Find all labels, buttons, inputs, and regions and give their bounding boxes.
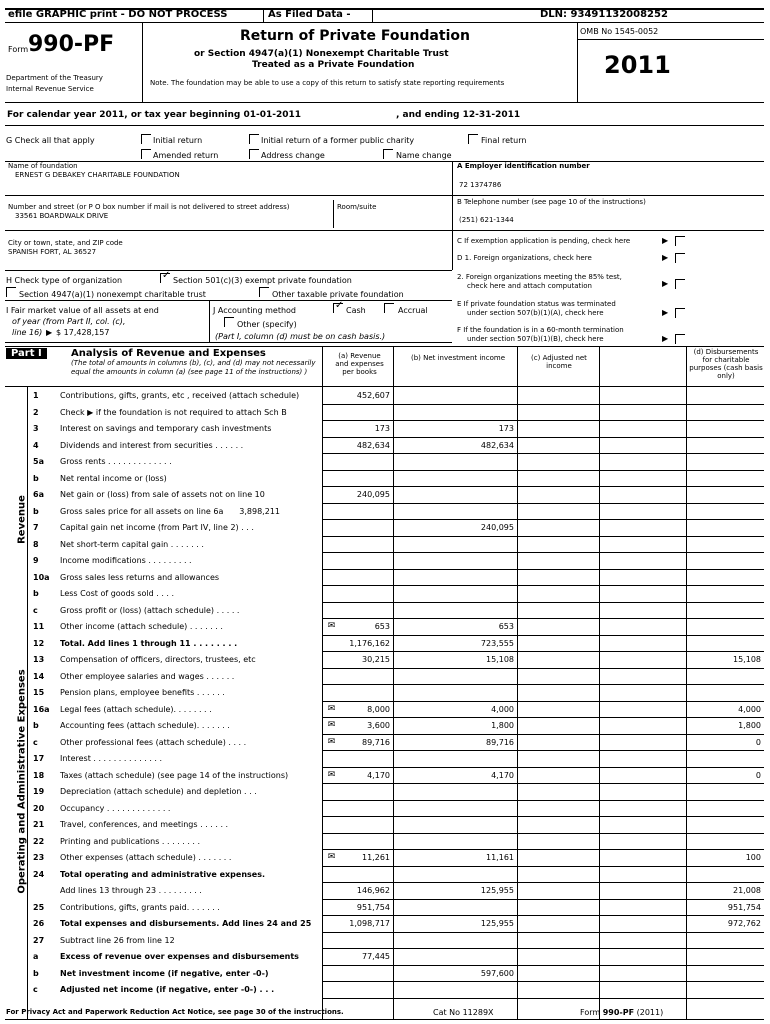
line-description: Accounting fees (attach schedule). . . . . . . xyxy=(60,721,230,730)
arrow-icon: ▶ xyxy=(662,334,669,343)
name-change-label: Name change xyxy=(396,151,452,160)
line-value-col-b: 11,161 xyxy=(486,853,514,862)
line-value-col-b: 4,000 xyxy=(491,704,514,714)
arrow-icon: ▶ xyxy=(662,308,669,317)
line-description: Total. Add lines 1 through 11 . . . . . . . . xyxy=(60,638,238,648)
line-value-col-b: 4,170 xyxy=(491,770,514,780)
line-value-col-b: 15,108 xyxy=(486,655,514,664)
initial-former-checkbox[interactable] xyxy=(249,134,259,144)
line-number: 8 xyxy=(33,539,39,549)
tax-year: 2011 xyxy=(604,51,671,79)
omb-number: OMB No 1545-0052 xyxy=(580,27,659,36)
line-number: 1 xyxy=(33,391,39,400)
line-value-col-a: 951,754 xyxy=(356,902,390,912)
line-description: Excess of revenue over expenses and disbursements xyxy=(60,952,299,961)
line-value-col-b: 597,600 xyxy=(480,968,514,978)
dln: DLN: 93491132008252 xyxy=(540,9,668,20)
amended-return-checkbox[interactable] xyxy=(141,149,151,159)
amended-return-label: Amended return xyxy=(153,151,219,160)
line-description: Net gain or (loss) from sale of assets not on line 10 xyxy=(60,490,265,499)
row-divider xyxy=(322,668,764,669)
line-value-col-a: 8,000 xyxy=(367,704,390,714)
line-value-col-d: 0 xyxy=(755,737,761,747)
ein-value: 72 1374786 xyxy=(459,181,502,189)
row-divider xyxy=(322,915,764,916)
line-number: a xyxy=(33,952,39,961)
line-description: Interest on savings and temporary cash investments xyxy=(60,424,272,433)
cash-basis-note: (Part I, column (d) must be on cash basis.) xyxy=(215,332,386,341)
line-number: 25 xyxy=(33,902,45,912)
row-divider xyxy=(322,816,764,817)
row-divider xyxy=(322,833,764,834)
part1-badge: Part I xyxy=(6,348,47,359)
line-number: b xyxy=(33,506,39,516)
arrow-icon: ▶ xyxy=(662,279,669,288)
line-number: c xyxy=(33,985,38,994)
line-value-col-a: 653 xyxy=(374,622,390,631)
section-4947-checkbox[interactable] xyxy=(6,287,16,297)
line-number: b xyxy=(33,589,39,598)
line-number: 21 xyxy=(33,820,45,829)
row-divider xyxy=(322,783,764,784)
efile-banner: efile GRAPHIC print - DO NOT PROCESS xyxy=(8,9,228,20)
final-return-checkbox[interactable] xyxy=(468,134,478,144)
name-change-checkbox[interactable] xyxy=(383,149,393,159)
line-value-col-a: 173 xyxy=(374,424,390,433)
dept-line-1: Department of the Treasury xyxy=(6,74,103,82)
section-501c3-checkbox[interactable] xyxy=(160,273,170,283)
row-divider xyxy=(322,998,764,999)
dept-line-2: Internal Revenue Service xyxy=(6,85,94,93)
city-value: SPANISH FORT, AL 36527 xyxy=(8,248,97,256)
line-description: Contributions, gifts, grants paid. . . . . . . xyxy=(60,902,220,912)
row-divider xyxy=(322,866,764,867)
line-number: 12 xyxy=(33,638,45,648)
row-divider xyxy=(322,750,764,751)
line-number: 26 xyxy=(33,919,45,928)
row-divider xyxy=(322,519,764,520)
address-change-checkbox[interactable] xyxy=(249,149,259,159)
line-value-col-a: 146,962 xyxy=(356,886,390,895)
col-a-header: (a) Revenue and expenses per books xyxy=(335,352,384,376)
ein-label: A Employer identification number xyxy=(457,162,590,170)
f-text-1: F If the foundation is in a 60-month termination xyxy=(457,326,624,334)
line-description: Subtract line 26 from line 12 xyxy=(60,935,175,945)
line-description: Net short-term capital gain . . . . . . . xyxy=(60,539,204,549)
f-checkbox[interactable] xyxy=(675,334,685,344)
form-prefix: Form xyxy=(8,45,29,54)
line-description: Check ▶ if the foundation is not required to attach Sch B xyxy=(60,407,287,417)
row-divider xyxy=(322,734,764,735)
line-number: 15 xyxy=(33,688,45,697)
e-checkbox[interactable] xyxy=(675,308,685,318)
line-description: Interest . . . . . . . . . . . . . . xyxy=(60,754,163,763)
row-divider xyxy=(322,800,764,801)
line-value-col-b: 173 xyxy=(498,424,514,433)
line-number: c xyxy=(33,737,38,747)
row-divider xyxy=(322,437,764,438)
line-value-col-b: 1,800 xyxy=(491,721,514,730)
line-value-col-d: 100 xyxy=(745,853,761,862)
row-divider xyxy=(322,420,764,421)
line-number: 10a xyxy=(33,572,50,582)
line-value-col-b: 125,955 xyxy=(480,919,514,928)
line-value-col-b: 240,095 xyxy=(480,523,514,532)
line-number: b xyxy=(33,721,39,730)
privacy-notice: For Privacy Act and Paperwork Reduction Act Notice, see page 30 of the instructions. xyxy=(6,1008,344,1016)
line-number: 4 xyxy=(33,440,39,450)
street-label: Number and street (or P O box number if mail is not delivered to street address) xyxy=(8,203,290,211)
other-taxable-checkbox[interactable] xyxy=(259,287,269,297)
i-label-2: of year (from Part II, col. (c), xyxy=(12,317,126,326)
e-text-1: E If private foundation status was terminated xyxy=(457,300,616,308)
line-description: Gross profit or (loss) (attach schedule) . . . . . xyxy=(60,605,240,615)
d2-text-2: check here and attach computation xyxy=(467,282,592,290)
row-divider xyxy=(322,849,764,850)
attachment-icon[interactable]: ✉ xyxy=(327,736,336,747)
line-value-col-d: 4,000 xyxy=(738,704,761,714)
line-description: Legal fees (attach schedule). . . . . . . . xyxy=(60,704,212,714)
row-divider xyxy=(322,635,764,636)
line-description: Income modifications . . . . . . . . . xyxy=(60,556,192,565)
row-divider xyxy=(322,470,764,471)
line-description: Other employee salaries and wages . . . . . . xyxy=(60,671,235,681)
row-divider xyxy=(322,932,764,933)
row-divider xyxy=(322,404,764,405)
line-value-col-a: 240,095 xyxy=(356,490,390,499)
fmv-value: $ 17,428,157 xyxy=(56,328,110,337)
line-description: Other expenses (attach schedule) . . . . . . . xyxy=(60,853,232,862)
row-divider xyxy=(322,684,764,685)
address-change-label: Address change xyxy=(261,151,325,160)
line-description: Add lines 13 through 23 . . . . . . . . . xyxy=(60,886,202,895)
line-description: Adjusted net income (if negative, enter -0-) . . . xyxy=(60,985,275,994)
accrual-checkbox[interactable] xyxy=(384,303,394,313)
line-number: 24 xyxy=(33,869,45,879)
line-number: 23 xyxy=(33,853,45,862)
line-description: Other income (attach schedule) . . . . . . . xyxy=(60,622,223,631)
line-number: 6a xyxy=(33,490,44,499)
row-divider xyxy=(322,453,764,454)
city-label: City or town, state, and ZIP code xyxy=(8,239,123,247)
footer-form-label: Form 990-PF (2011) xyxy=(580,1008,664,1017)
arrow-icon: ▶ xyxy=(662,253,669,262)
part1-title-note: (The total of amounts in columns (b), (c), and (d) may not necessarily equal the amounts in column (a) (see page 11 of the instructions) ) xyxy=(71,359,316,376)
line-description: Capital gain net income (from Part IV, line 2) . . . xyxy=(60,523,254,532)
initial-return-checkbox[interactable] xyxy=(141,134,151,144)
line-description: Gross sales less returns and allowances xyxy=(60,572,220,582)
line-number: 22 xyxy=(33,836,45,846)
line-value-col-b: 723,555 xyxy=(480,638,514,648)
line-number: 11 xyxy=(33,622,45,631)
foundation-name-label: Name of foundation xyxy=(8,162,78,170)
line-number: c xyxy=(33,605,38,615)
phone-label: B Telephone number (see page 10 of the instructions) xyxy=(457,198,646,206)
line-number: 13 xyxy=(33,655,45,664)
line-value-col-a: 30,215 xyxy=(362,655,390,664)
line-description: Dividends and interest from securities . . . . . . xyxy=(60,440,244,450)
room-label: Room/suite xyxy=(337,203,377,211)
accrual-label: Accrual xyxy=(398,306,428,315)
line-description: Occupancy . . . . . . . . . . . . . xyxy=(60,803,171,813)
h-check-label: H Check type of organization xyxy=(6,276,123,285)
line-number: 9 xyxy=(33,556,39,565)
as-filed-label: As Filed Data - xyxy=(268,9,351,20)
revenue-side-label: Revenue xyxy=(16,495,28,544)
line-number: 16a xyxy=(33,704,50,714)
form-subtitle-1: or Section 4947(a)(1) Nonexempt Charitable Trust xyxy=(194,49,449,59)
row-divider xyxy=(322,882,764,883)
arrow-icon: ▶ xyxy=(46,328,53,337)
line-number: b xyxy=(33,473,39,483)
i-label-1: I Fair market value of all assets at end xyxy=(6,306,159,315)
line-value-col-a: 89,716 xyxy=(362,737,390,747)
row-divider xyxy=(322,486,764,487)
row-divider xyxy=(322,602,764,603)
form-number: 990-PF xyxy=(28,32,115,57)
row-divider xyxy=(322,651,764,652)
c-exemption-text: C If exemption application is pending, check here xyxy=(457,237,631,245)
f-text-2: under section 507(b)(1)(B), check here xyxy=(467,335,604,343)
other-taxable-label: Other taxable private foundation xyxy=(272,290,404,299)
g-check-label: G Check all that apply xyxy=(6,136,95,145)
row-divider xyxy=(322,701,764,702)
col-c-header: (c) Adjusted net income xyxy=(531,354,587,370)
d1-checkbox[interactable] xyxy=(675,253,685,263)
line-value-col-d: 0 xyxy=(755,770,761,780)
line-description: Less Cost of goods sold . . . . xyxy=(60,589,175,598)
row-divider xyxy=(322,767,764,768)
line-value-col-b: 89,716 xyxy=(486,737,514,747)
initial-former-label: Initial return of a former public charity xyxy=(261,136,415,145)
line-value-col-a: 11,261 xyxy=(362,853,390,862)
i-label-3: line 16) xyxy=(12,328,43,337)
attachment-icon[interactable]: ✉ xyxy=(327,703,336,714)
line-description: Other professional fees (attach schedule) . . . . xyxy=(60,737,247,747)
cash-checkbox[interactable] xyxy=(333,303,343,313)
other-method-checkbox[interactable] xyxy=(224,317,234,327)
attachment-icon[interactable]: ✉ xyxy=(327,621,336,631)
line-value-col-b: 482,634 xyxy=(480,440,514,450)
line-description: Taxes (attach schedule) (see page 14 of the instructions) xyxy=(60,770,289,780)
final-return-label: Final return xyxy=(481,136,527,145)
line-value-col-d: 951,754 xyxy=(727,902,761,912)
d1-text: D 1. Foreign organizations, check here xyxy=(457,254,592,262)
line-description: Gross rents . . . . . . . . . . . . . xyxy=(60,457,172,466)
line-description: Gross sales price for all assets on line 6a xyxy=(60,506,224,516)
line-value-col-b: 125,955 xyxy=(480,886,514,895)
row-divider xyxy=(322,536,764,537)
line-number: 17 xyxy=(33,754,45,763)
line-value-col-b: 653 xyxy=(498,622,514,631)
row-divider xyxy=(322,965,764,966)
col-b-header: (b) Net investment income xyxy=(410,354,506,362)
line-value-col-a: 482,634 xyxy=(356,440,390,450)
line-value-col-a: 77,445 xyxy=(362,952,390,961)
line-value-col-a: 3,600 xyxy=(367,721,390,730)
j-accounting-label: J Accounting method xyxy=(213,306,297,315)
line-number: 3 xyxy=(33,424,39,433)
line-number: 20 xyxy=(33,803,45,813)
c-exemption-checkbox[interactable] xyxy=(675,236,685,246)
form-title: Return of Private Foundation xyxy=(240,28,470,44)
line-description: Pension plans, employee benefits . . . . . . xyxy=(60,688,225,697)
line-number: 19 xyxy=(33,787,45,796)
line-description: Net rental income or (loss) xyxy=(60,473,167,483)
line-value-col-a: 1,098,717 xyxy=(349,919,390,928)
row-divider xyxy=(322,948,764,949)
d2-checkbox[interactable] xyxy=(675,279,685,289)
row-divider xyxy=(322,618,764,619)
line-value-col-a: 4,170 xyxy=(367,770,390,780)
expenses-side-label: Operating and Administrative Expenses xyxy=(16,669,28,894)
calendar-year-line: For calendar year 2011, or tax year beginning 01-01-2011 xyxy=(7,110,302,120)
other-method-label: Other (specify) xyxy=(237,320,297,329)
line-description: Depreciation (attach schedule) and depletion . . . xyxy=(60,787,257,796)
cash-label: Cash xyxy=(346,306,366,315)
line-value-col-a: 452,607 xyxy=(356,391,390,400)
calendar-ending: , and ending 12-31-2011 xyxy=(396,110,521,120)
attachment-icon[interactable]: ✉ xyxy=(327,769,336,780)
line-number: 18 xyxy=(33,770,45,780)
row-divider xyxy=(322,552,764,553)
initial-return-label: Initial return xyxy=(153,136,203,145)
line-value-col-d: 1,800 xyxy=(738,721,761,730)
form-note: Note. The foundation may be able to use a copy of this return to satisfy state reporting requirements xyxy=(150,79,505,87)
foundation-name: ERNEST G DEBAKEY CHARITABLE FOUNDATION xyxy=(15,171,180,179)
cat-number: Cat No 11289X xyxy=(433,1008,494,1017)
line-value-col-d: 972,762 xyxy=(727,919,761,928)
line-value-col-d: 21,008 xyxy=(733,886,761,895)
line-description: Compensation of officers, directors, trustees, etc xyxy=(60,655,256,664)
line-number: 14 xyxy=(33,671,45,681)
arrow-icon: ▶ xyxy=(662,236,669,245)
row-divider xyxy=(322,981,764,982)
attachment-icon[interactable]: ✉ xyxy=(327,852,336,862)
section-501c3-label: Section 501(c)(3) exempt private foundation xyxy=(173,276,352,285)
attachment-icon[interactable]: ✉ xyxy=(327,720,336,730)
line-number: 7 xyxy=(33,523,39,532)
row-divider xyxy=(322,717,764,718)
d2-text-1: 2. Foreign organizations meeting the 85% test, xyxy=(457,273,622,281)
line-number: 5a xyxy=(33,457,44,466)
line-description: Travel, conferences, and meetings . . . . . . xyxy=(60,820,229,829)
line-number: 27 xyxy=(33,935,45,945)
line-description: Contributions, gifts, grants, etc , received (attach schedule) xyxy=(60,391,300,400)
line-value-col-a: 1,176,162 xyxy=(349,638,390,648)
line-description: Total expenses and disbursements. Add lines 24 and 25 xyxy=(60,919,312,928)
section-4947-label: Section 4947(a)(1) nonexempt charitable trust xyxy=(19,290,206,299)
form-subtitle-2: Treated as a Private Foundation xyxy=(252,60,415,70)
e-text-2: under section 507(b)(1)(A), check here xyxy=(467,309,604,317)
street-value: 33561 BOARDWALK DRIVE xyxy=(15,212,109,220)
phone-value: (251) 621-1344 xyxy=(459,216,514,224)
part1-title: Analysis of Revenue and Expenses xyxy=(71,348,266,359)
row-divider xyxy=(322,503,764,504)
line-number: b xyxy=(33,968,39,978)
col-d-header: (d) Disbursements for charitable purposes (cash basis only) xyxy=(689,348,763,380)
line-value-col-d: 15,108 xyxy=(733,655,761,664)
line-inline-value: 3,898,211 xyxy=(239,506,280,516)
line-description: Total operating and administrative expenses. xyxy=(60,869,265,879)
row-divider xyxy=(322,585,764,586)
row-divider xyxy=(322,569,764,570)
line-description: Net investment income (if negative, enter -0-) xyxy=(60,968,269,978)
line-description: Printing and publications . . . . . . . . xyxy=(60,836,201,846)
row-divider xyxy=(322,899,764,900)
line-number: 2 xyxy=(33,407,39,417)
